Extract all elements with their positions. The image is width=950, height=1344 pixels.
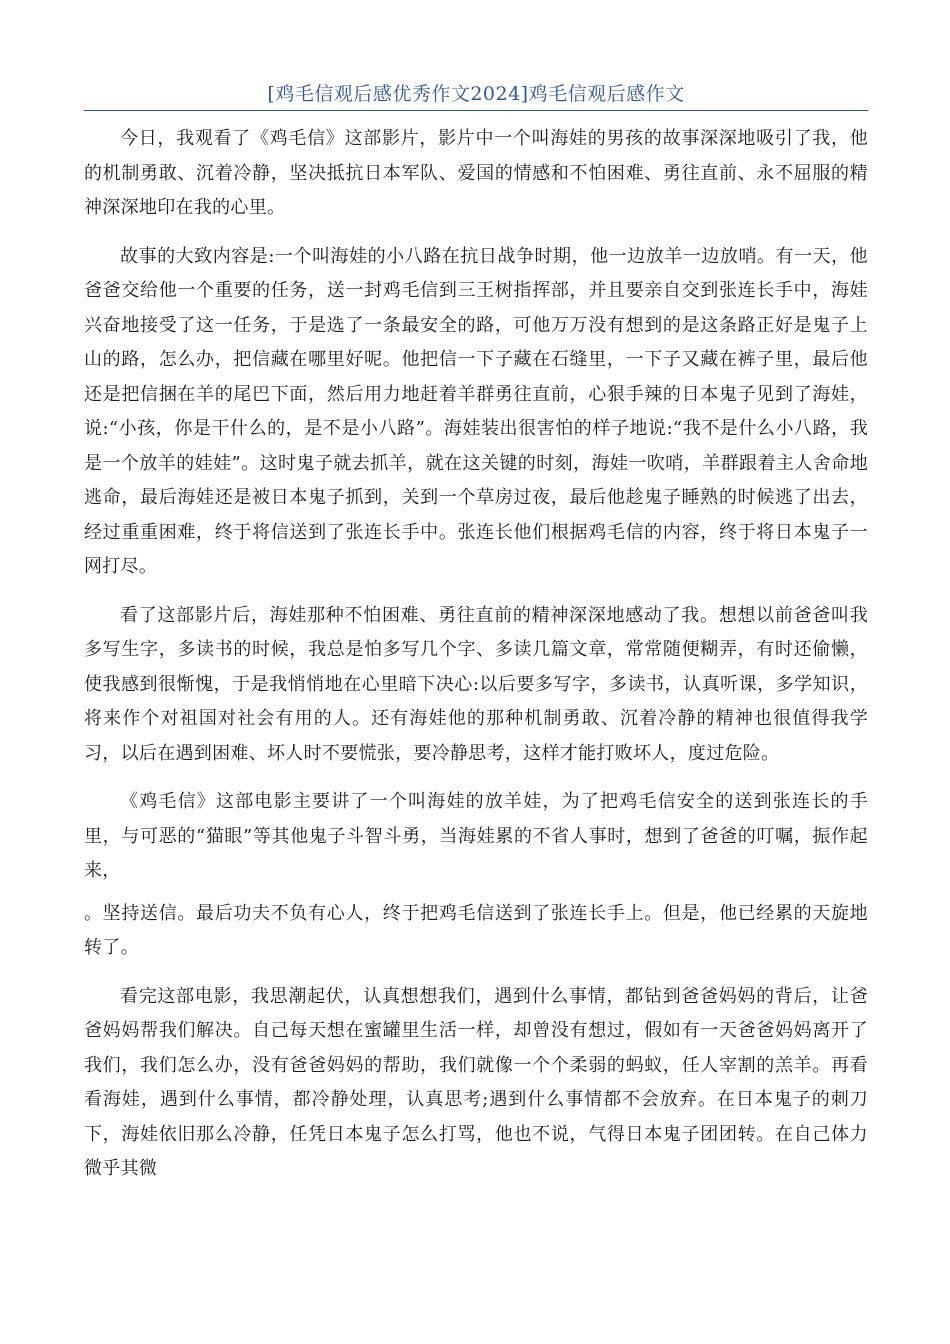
paragraph-intro: 今日，我观看了《鸡毛信》这部影片，影片中一个叫海娃的男孩的故事深深地吸引了我，他的机制勇敢、沉着冷静，坚决抵抗日本军队、爱国的情感和不怕困难、勇往直前、永不屈服的精神深深地印在我的心里。 bbox=[84, 128, 868, 218]
paragraph-film-overview-continued: 。坚持送信。最后功夫不负有心人，终于把鸡毛信送到了张连长手上。但是，他已经累的天旋地转了。 bbox=[84, 902, 868, 958]
page-header bbox=[84, 80, 868, 111]
paragraph-personal-thoughts: 看完这部电影，我思潮起伏，认真想想我们，遇到什么事情，都钻到爸爸妈妈的背后，让爸爸妈妈帮我们解决。自己每天想在蜜罐里生活一样，却曾没有想过，假如有一天爸爸妈妈离开了我们，我们怎么办，没有爸爸妈妈的帮助，我们就像一个个柔弱的蚂蚁，任人宰割的羔羊。再看看海娃，遇到什么事情，都冷静处理，认真思考;遇到什么事情都不会放弃。在日本鬼子的刺刀下，海娃依旧那么冷静，任凭日本鬼子怎么打骂，他也不说，气得日本鬼子团团转。在自己体力微乎其微 bbox=[84, 985, 868, 1179]
paragraph-reflection: 看了这部影片后，海娃那种不怕困难、勇往直前的精神深深地感动了我。想想以前爸爸叫我多写生字，多读书的时候，我总是怕多写几个字、多读几篇文章，常常随便糊弄，有时还偷懒，使我感到很惭愧，于是我悄悄地在心里暗下决心:以后要多写字，多读书，认真听课，多学知识，将来作个对祖国对社会有用的人。还有海娃他的那种机制勇敢、沉着冷静的精神也很值得我学习，以后在遇到困难、坏人时不要慌张，要冷静思考，这样才能打败坏人，度过危险。 bbox=[84, 604, 868, 764]
document-body bbox=[84, 122, 868, 1201]
paragraph-story-summary: 故事的大致内容是:一个叫海娃的小八路在抗日战争时期，他一边放羊一边放哨。有一天，他爸爸交给他一个重要的任务，送一封鸡毛信到三王树指挥部，并且要亲自交到张连长手中，海娃兴奋地接受了这一任务，于是选了一条最安全的路，可他万万没有想到的是这条路正好是鬼子上山的路，怎么办，把信藏在哪里好呢。他把信一下子藏在石缝里，一下子又藏在裤子里，最后他还是把信捆在羊的尾巴下面，然后用力地赶着羊群勇往直前，心狠手辣的日本鬼子见到了海娃，说:“小孩，你是干什么的，是不是小八路”。海娃装出很害怕的样子地说:“我不是什么小八路，我是一个放羊的娃娃”。这时鬼子就去抓羊，就在这关键的时刻，海娃一吹哨，羊群跟着主人舍命地逃命，最后海娃还是被日本鬼子抓到，关到一个草房过夜，最后他趁鬼子睡熟的时候逃了出去，经过重重困难，终于将信送到了张连长手中。张连长他们根据鸡毛信的内容，终于将日本鬼子一网打尽。 bbox=[84, 245, 868, 577]
document-title: [鸡毛信观后感优秀作文2024]鸡毛信观后感作文 bbox=[267, 83, 685, 105]
paragraph-film-overview: 《鸡毛信》这部电影主要讲了一个叫海娃的放羊娃，为了把鸡毛信安全的送到张连长的手里，与可恶的“猫眼”等其他鬼子斗智斗勇，当海娃累的不省人事时，想到了爸爸的叮嘱，振作起来， bbox=[84, 791, 868, 881]
